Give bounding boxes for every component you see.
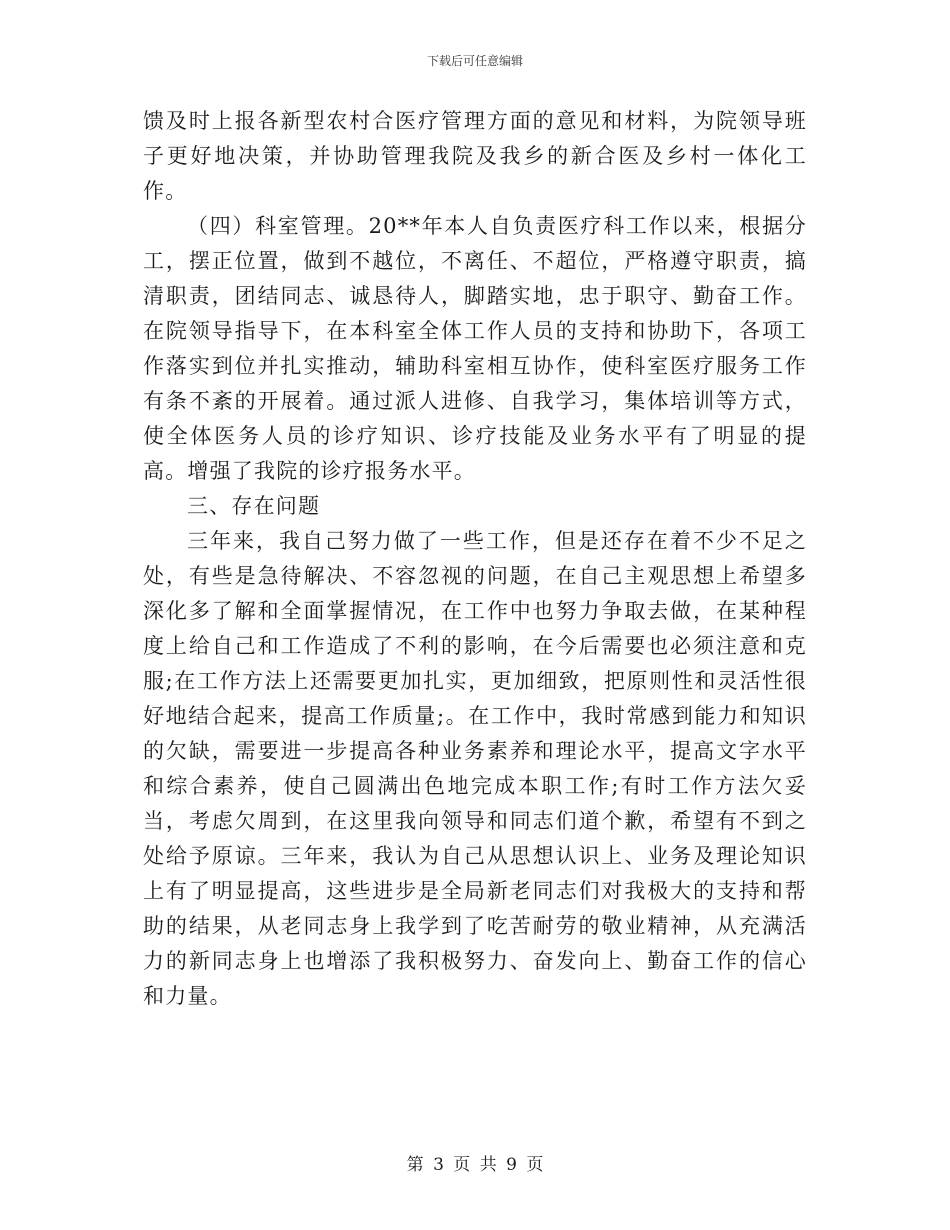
paragraph-continuation: 馈及时上报各新型农村合医疗管理方面的意见和材料，为院领导班子更好地决策，并协助管理我院及我乡的新合医及乡村一体化工作。 (143, 109, 807, 203)
page-number: 第 3 页 共 9 页 (406, 1155, 544, 1175)
section-heading-existing-problems: 三、存在问题 (187, 494, 321, 518)
page-header-note: 下载后可任意编辑 (426, 54, 523, 68)
document-body (143, 104, 807, 1014)
paragraph-existing-problems: 三年来，我自己努力做了一些工作，但是还存在着不少不足之处，有些是急待解决、不容忽视的问题，在自己主观思想上希望多深化多了解和全面掌握情况，在工作中也努力争取去做，在某种程度上给自己和工作造成了不利的影响，在今后需要也必须注意和克服;在工作方法上还需要更加扎实，更加细致，把原则性和灵活性很好地结合起来，提高工作质量;。在工作中，我时常感到能力和知识的欠缺，需要进一步提高各种业务素养和理论水平，提高文字水平和综合素养，使自己圆满出色地完成本职工作;有时工作方法欠妥当，考虑欠周到，在这里我向领导和同志们道个歉，希望有不到之处给予原谅。三年来，我认为自己从思想认识上、业务及理论知识上有了明显提高，这些进步是全局新老同志们对我极大的支持和帮助的结果，从老同志身上我学到了吃苦耐劳的敬业精神，从充满活力的新同志身上也增添了我积极努力、奋发向上、勤奋工作的信心和力量。 (143, 529, 807, 1008)
paragraph-department-management: （四）科室管理。20**年本人自负责医疗科工作以来，根据分工，摆正位置，做到不越位，不离任、不超位，严格遵守职责，搞清职责，团结同志、诚恳待人，脚踏实地，忠于职守、勤奋工作。在院领导指导下，在本科室全体工作人员的支持和协助下，各项工作落实到位并扎实推动，辅助科室相互协作，使科室医疗服务工作有条不紊的开展着。通过派人进修、自我学习，集体培训等方式，使全体医务人员的诊疗知识、诊疗技能及业务水平有了明显的提高。增强了我院的诊疗报务水平。 (143, 214, 807, 483)
